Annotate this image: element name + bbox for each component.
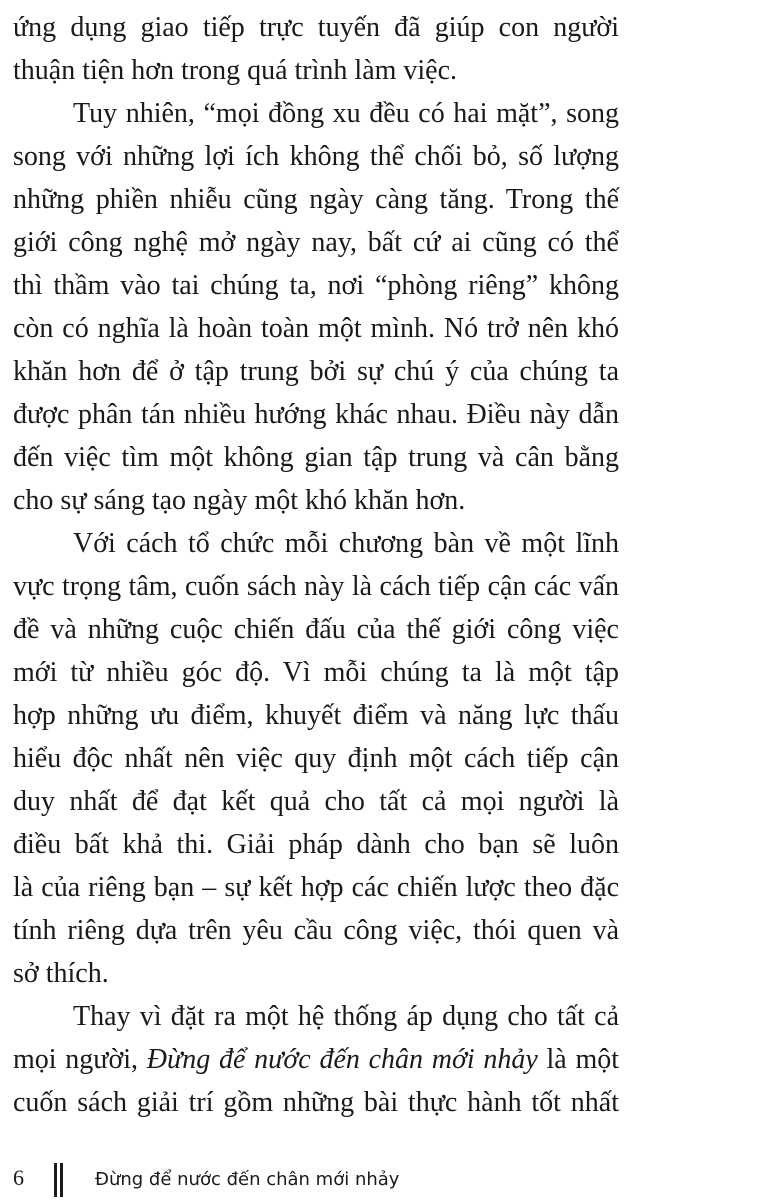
body-line: Tuy nhiên, “mọi đồng xu đều có hai mặt”, song [73,98,619,129]
body-line: điều bất khả thi. Giải pháp dành cho bạn sẽ luôn [13,829,619,860]
page-footer [13,1163,713,1197]
body-line: hợp những ưu điểm, khuyết điểm và năng lực thấu [13,700,619,731]
body-line: Với cách tổ chức mỗi chương bàn về một lĩnh [73,528,619,559]
body-line-final: cuốn sách giải trí gồm những bài thực hành tốt nhất [13,1087,619,1118]
body-line: mới từ nhiều góc độ. Vì mỗi chúng ta là một tập [13,657,619,688]
body-line-italic-title [13,1038,619,1081]
body-line: khăn hơn để ở tập trung bởi sự chú ý của chúng ta [13,356,619,387]
body-line: đến việc tìm một không gian tập trung và cân bằng [13,442,619,473]
body-line: sở thích. [13,958,109,989]
body-line: được phân tán nhiều hướng khác nhau. Điều này dẫn [13,399,619,430]
body-text [13,6,619,1124]
footer-rule-line [54,1163,57,1197]
footer-double-rule [54,1163,63,1197]
body-line: song với những lợi ích không thể chối bỏ, số lượng [13,141,619,172]
book-title-inline: Đừng để nước đến chân mới nhảy [146,1044,538,1075]
body-line: tính riêng dựa trên yêu cầu công việc, thói quen và [13,915,619,946]
body-line: duy nhất để đạt kết quả cho tất cả mọi người là [13,786,619,817]
body-line: vực trọng tâm, cuốn sách này là cách tiếp cận các vấn [13,571,619,602]
running-book-title: Đừng để nước đến chân mới nhảy [95,1169,400,1190]
body-line: đề và những cuộc chiến đấu của thế giới công việc [13,614,619,645]
body-line: những phiền nhiễu cũng ngày càng tăng. Trong thế [13,184,619,215]
body-line: thuận tiện hơn trong quá trình làm việc. [13,55,458,86]
body-line: ứng dụng giao tiếp trực tuyến đã giúp con người [13,12,619,43]
body-line: Thay vì đặt ra một hệ thống áp dụng cho tất cả [73,1001,619,1032]
page-number: 6 [13,1165,24,1190]
footer-rule-line [60,1163,63,1197]
body-line: hiểu độc nhất nên việc quy định một cách tiếp cận [13,743,619,774]
body-line: thì thầm vào tai chúng ta, nơi “phòng riêng” không [13,270,619,301]
line-text-before: mọi người, [13,1044,147,1075]
body-line: là của riêng bạn – sự kết hợp các chiến lược theo đặc [13,872,619,903]
paragraph-lines [13,6,619,1038]
body-line: giới công nghệ mở ngày nay, bất cứ ai cũng có thể [13,227,619,258]
body-line: còn có nghĩa là hoàn toàn một mình. Nó trở nên khó [13,313,619,344]
body-line: cho sự sáng tạo ngày một khó khăn hơn. [13,485,466,516]
line-text-after: là một [537,1044,619,1075]
